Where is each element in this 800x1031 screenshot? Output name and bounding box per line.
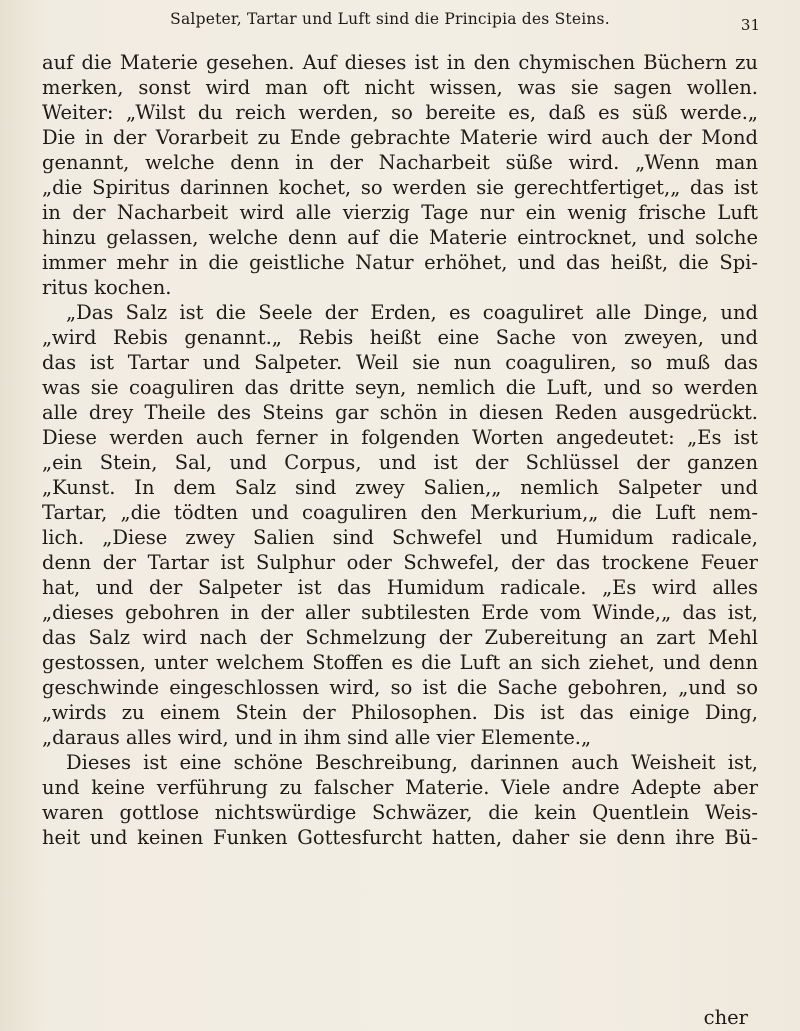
text-line: hat, und der Salpeter ist das Humidum radicale. „Es wird alles bbox=[42, 576, 758, 599]
text-line: Weiter: „Wilst du reich werden, so bereite es, daß es süß werde.„ bbox=[42, 101, 758, 124]
text-line: ritus kochen. bbox=[42, 276, 172, 299]
text-line: heit und keinen Funken Gottesfurcht hatten, daher sie denn ihre Bü- bbox=[42, 826, 758, 849]
text-line: „daraus alles wird, und in ihm sind alle vier Elemente.„ bbox=[42, 726, 592, 749]
text-line: Tartar, „die tödten und coaguliren den Merkurium,„ die Luft nem- bbox=[42, 501, 758, 524]
text-line: in der Nacharbeit wird alle vierzig Tage nur ein wenig frische Luft bbox=[42, 201, 758, 224]
running-head bbox=[60, 10, 760, 34]
text-line: immer mehr in die geistliche Natur erhöhet, und das heißt, die Spi- bbox=[42, 251, 758, 274]
text-line: denn der Tartar ist Sulphur oder Schwefel, der das trockene Feuer bbox=[42, 551, 758, 574]
text-line: Dieses ist eine schöne Beschreibung, darinnen auch Weisheit ist, bbox=[66, 751, 758, 774]
text-line: hinzu gelassen, welche denn auf die Materie eintrocknet, und solche bbox=[42, 226, 758, 249]
text-line: „wird Rebis genannt.„ Rebis heißt eine Sache von zweyen, und bbox=[42, 326, 758, 349]
text-line: geschwinde eingeschlossen wird, so ist die Sache gebohren, „und so bbox=[42, 676, 758, 699]
text-line: „die Spiritus darinnen kochet, so werden sie gerechtfertiget,„ das ist bbox=[42, 176, 758, 199]
page-number: 31 bbox=[740, 16, 760, 34]
text-line: „Kunst. In dem Salz sind zwey Salien,„ nemlich Salpeter und bbox=[42, 476, 758, 499]
text-line: und keine verführung zu falscher Materie. Viele andre Adepte aber bbox=[42, 776, 758, 799]
running-title: Salpeter, Tartar und Luft sind die Principia des Steins. bbox=[170, 10, 610, 28]
text-line: das Salz wird nach der Schmelzung der Zubereitung an zart Mehl bbox=[42, 626, 758, 649]
text-line: Die in der Vorarbeit zu Ende gebrachte Materie wird auch der Mond bbox=[42, 126, 758, 149]
text-line: alle drey Theile des Steins gar schön in diesen Reden ausgedrückt. bbox=[42, 401, 758, 424]
body-text bbox=[42, 50, 758, 850]
text-line: Diese werden auch ferner in folgenden Worten angedeutet: „Es ist bbox=[42, 426, 758, 449]
text-line: „wirds zu einem Stein der Philosophen. Dis ist das einige Ding, bbox=[42, 701, 758, 724]
text-line: lich. „Diese zwey Salien sind Schwefel und Humidum radicale, bbox=[42, 526, 758, 549]
text-line: genannt, welche denn in der Nacharbeit süße wird. „Wenn man bbox=[42, 151, 758, 174]
text-line: merken, sonst wird man oft nicht wissen, was sie sagen wollen. bbox=[42, 76, 758, 99]
text-line: „Das Salz ist die Seele der Erden, es coaguliret alle Dinge, und bbox=[66, 301, 758, 324]
text-line: waren gottlose nichtswürdige Schwäzer, die kein Quentlein Weis- bbox=[42, 801, 758, 824]
catchword: cher bbox=[703, 1006, 748, 1029]
text-line: „dieses gebohren in der aller subtilesten Erde vom Winde,„ das ist, bbox=[42, 601, 758, 624]
text-line: gestossen, unter welchem Stoffen es die Luft an sich ziehet, und denn bbox=[42, 651, 758, 674]
text-line: auf die Materie gesehen. Auf dieses ist in den chymischen Büchern zu bbox=[42, 51, 758, 74]
text-line: „ein Stein, Sal, und Corpus, und ist der Schlüssel der ganzen bbox=[42, 451, 758, 474]
text-line: das ist Tartar und Salpeter. Weil sie nun coaguliren, so muß das bbox=[42, 351, 758, 374]
text-line: was sie coaguliren das dritte seyn, nemlich die Luft, und so werden bbox=[42, 376, 758, 399]
